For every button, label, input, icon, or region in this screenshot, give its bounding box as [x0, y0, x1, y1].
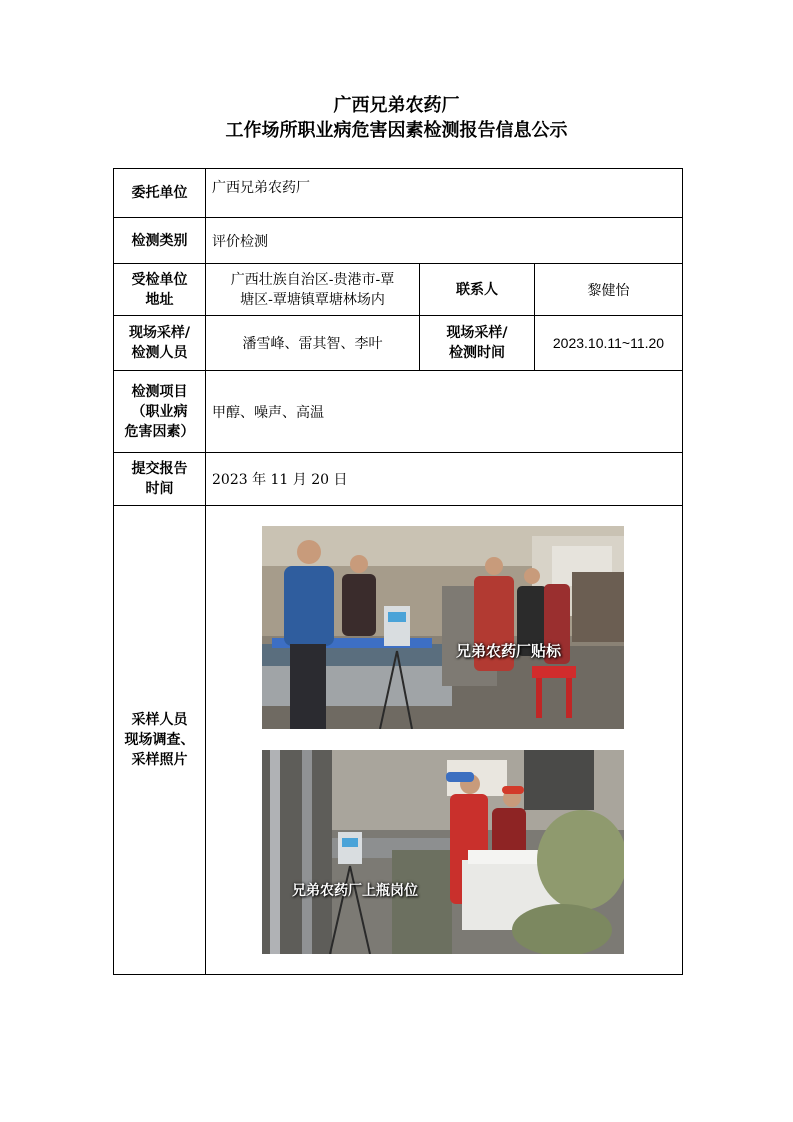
- client-value: 广西兄弟农药厂: [206, 169, 683, 218]
- time-label-line-2: 检测时间: [449, 345, 505, 361]
- staff-value: 潘雪峰、雷其智、李叶: [206, 316, 420, 371]
- report-label: [114, 453, 206, 506]
- row-client: [114, 169, 683, 218]
- address-label: [114, 264, 206, 316]
- time-value: 2023.10.11~11.20: [535, 316, 683, 371]
- items-label-line-3: 危害因素）: [124, 423, 195, 440]
- labeling-site-photo: [262, 526, 624, 729]
- staff-label-line-2: 检测人员: [131, 345, 188, 361]
- category-value: 评价检测: [206, 218, 683, 264]
- bottling-site-photo: [262, 750, 624, 954]
- address-value: [206, 264, 420, 316]
- row-category: [114, 218, 683, 264]
- bottling-scene-image: [262, 750, 624, 954]
- photos-label-line-1: 采样人员: [131, 712, 188, 728]
- report-value: 2023 年 11 月 20 日: [206, 453, 683, 506]
- row-report-time: [114, 453, 683, 506]
- staff-label-line-1: 现场采样/: [128, 325, 191, 341]
- report-label-line-2: 时间: [145, 481, 174, 497]
- labeling-scene-image: [262, 526, 624, 729]
- time-label: [420, 316, 535, 371]
- contact-label: 联系人: [420, 264, 535, 316]
- address-value-line-2: 塘区-覃塘镇覃塘林场内: [240, 291, 385, 308]
- labeling-photo-caption: 兄弟农药厂贴标: [456, 642, 562, 660]
- photos-label-line-3: 采样照片: [131, 752, 188, 768]
- row-photos: [114, 506, 683, 975]
- address-value-line-1: 广西壮族自治区-贵港市-覃: [230, 271, 395, 288]
- category-label: 检测类别: [114, 218, 206, 264]
- document-title-line-2: 工作场所职业病危害因素检测报告信息公示: [225, 120, 568, 141]
- staff-label: [114, 316, 206, 371]
- address-label-line-2: 地址: [145, 291, 174, 308]
- bottling-photo-caption: 兄弟农药厂上瓶岗位: [292, 883, 418, 899]
- photos-label-line-2: 现场调查、: [124, 732, 195, 748]
- address-label-line-1: 受检单位: [131, 271, 188, 288]
- photos-label: [114, 506, 206, 975]
- document-title-line-1: 广西兄弟农药厂: [333, 95, 460, 116]
- items-label-line-2: （职业病: [131, 403, 188, 420]
- items-label-line-1: 检测项目: [131, 383, 188, 400]
- info-table: [113, 168, 683, 975]
- photos-cell: [206, 506, 683, 975]
- items-label: [114, 371, 206, 453]
- row-staff-time: [114, 316, 683, 371]
- time-label-line-1: 现场采样/: [446, 325, 508, 341]
- items-value: 甲醇、噪声、高温: [206, 371, 683, 453]
- report-label-line-1: 提交报告: [131, 461, 188, 477]
- contact-value: 黎健怡: [535, 264, 683, 316]
- row-address: [114, 264, 683, 316]
- client-label: 委托单位: [114, 169, 206, 218]
- row-items: [114, 371, 683, 453]
